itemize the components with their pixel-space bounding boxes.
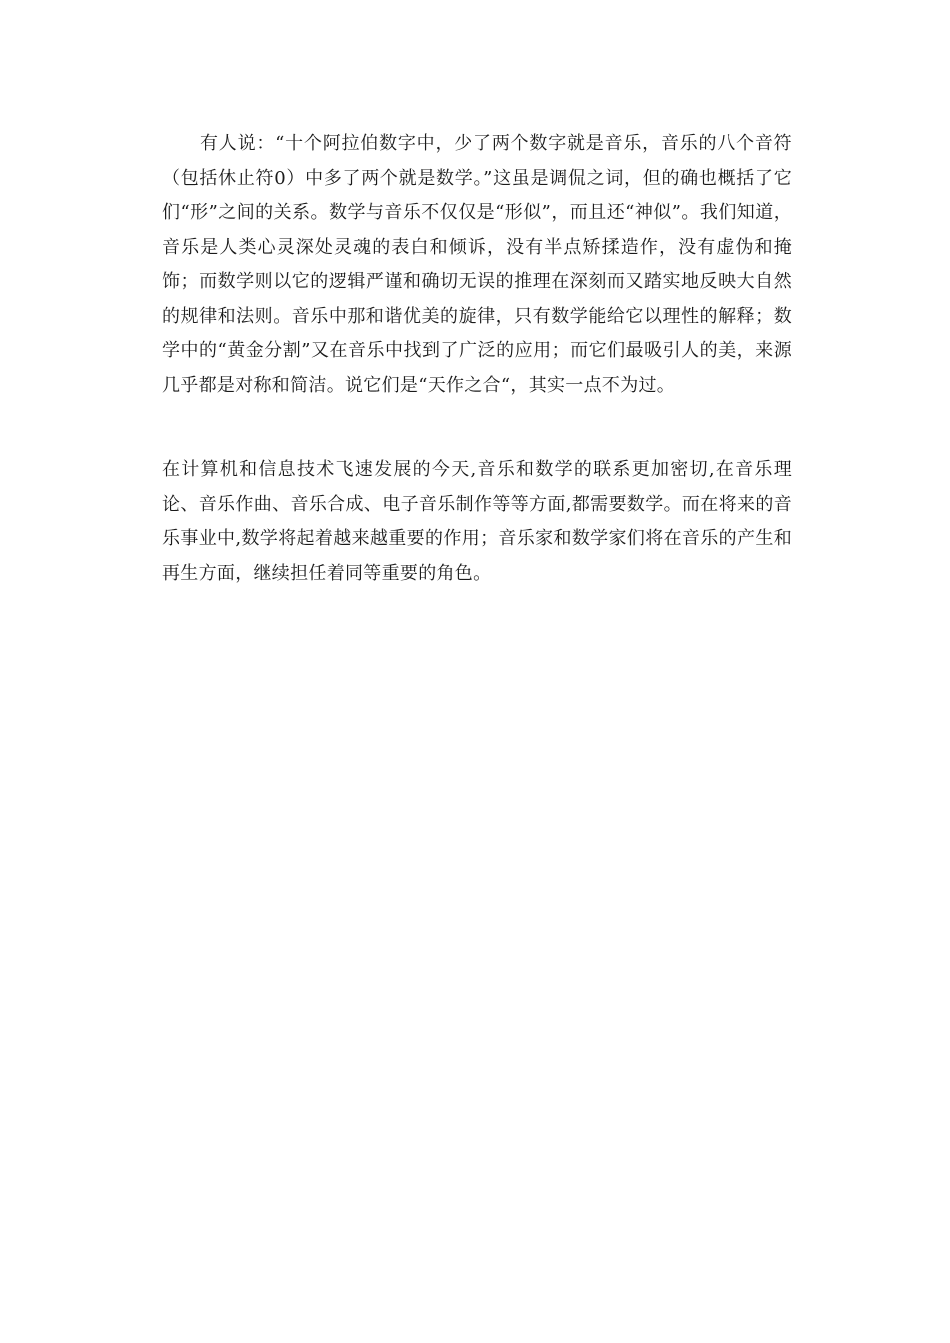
paragraph-computer-age-music: 在计算机和信息技术飞速发展的今天,音乐和数学的联系更加密切,在音乐理论、音乐作曲、音乐合成、电子音乐制作等等方面,都需要数学。而在将来的音乐事业中,数学将起着越来越重要的作用；音乐家和数学家们将在音乐的产生和再生方面，继续担任着同等重要的角色。 — [162, 459, 792, 584]
paragraph-music-math-relation: 有人说：“十个阿拉伯数字中，少了两个数字就是音乐，音乐的八个音符（包括休止符0）中多了两个就是数学。”这虽是调侃之词，但的确也概括了它们“形”之间的关系。数学与音乐不仅仅是“形似”，而且还“神似”。我们知道，音乐是人类心灵深处灵魂的表白和倾诉，没有半点矫揉造作，没有虚伪和掩饰；而数学则以它的逻辑严谨和确切无误的推理在深刻而又踏实地反映大自然的规律和法则。音乐中那和谐优美的旋律，只有数学能给它以理性的解释；数学中的“黄金分割”又在音乐中找到了广泛的应用；而它们最吸引人的美，来源几乎都是对称和简洁。说它们是“天作之合“，其实一点不为过。 — [162, 133, 792, 396]
